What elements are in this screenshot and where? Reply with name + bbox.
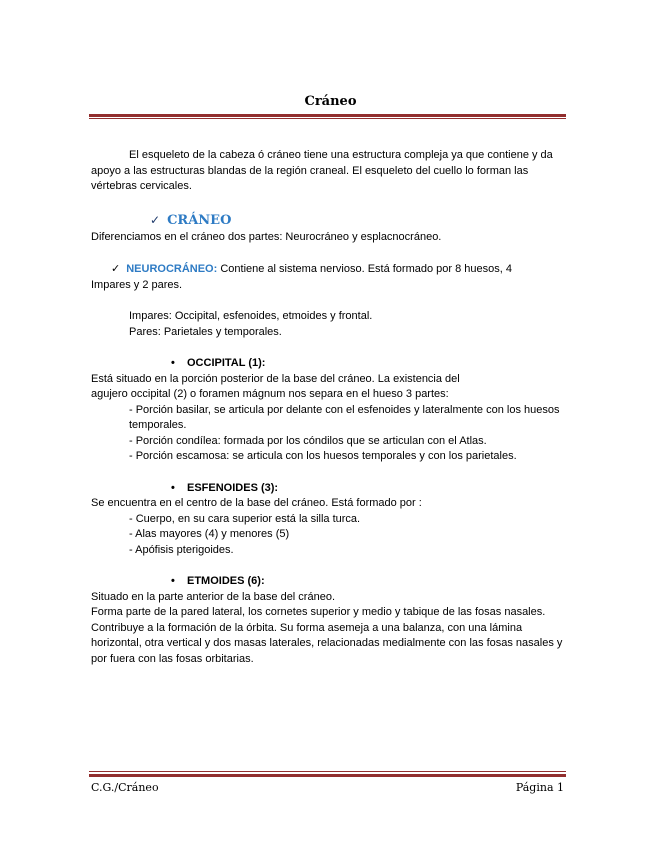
footer-rule-thin bbox=[89, 771, 566, 772]
intro-paragraph: El esqueleto de la cabeza ó cráneo tiene una estructura compleja ya que contiene y da apoyo a las estructuras blandas de la región craneal. El esqueleto del cuello lo forman las vértebras cervicales. bbox=[91, 149, 553, 192]
page-title: Cráneo bbox=[304, 94, 357, 109]
etmoides-heading: • ETMOIDES (6): bbox=[91, 574, 569, 590]
craneo-text: Diferenciamos en el cráneo dos partes: Neurocráneo y esplacnocráneo. bbox=[91, 230, 442, 243]
neurocraneo-label: NEUROCRÁNEO: bbox=[126, 263, 218, 275]
occipital-desc-1: Está situado en la porción posterior de la base del cráneo. La existencia del bbox=[91, 372, 460, 385]
list-item: - Cuerpo, en su cara superior está la silla turca. bbox=[129, 512, 361, 525]
checkmark-icon: ✓ bbox=[150, 212, 161, 227]
list-item: - Porción condílea: formada por los cóndilos que se articulan con el Atlas. bbox=[129, 434, 487, 447]
page-number: Página 1 bbox=[515, 781, 564, 794]
footer-rule-thick bbox=[89, 774, 566, 777]
list-item: - Porción escamosa: se articula con los huesos temporales y con los parietales. bbox=[129, 450, 517, 462]
footer-label: C.G./Cráneo bbox=[91, 781, 159, 794]
bullet-icon: • bbox=[171, 357, 175, 369]
document-body bbox=[91, 148, 569, 667]
header-rule-thick bbox=[89, 114, 566, 117]
bullet-icon: • bbox=[171, 481, 175, 494]
etmoides-desc-1: Situado en la parte anterior de la base del cráneo. bbox=[91, 590, 335, 603]
list-item: - Alas mayores (4) y menores (5) bbox=[129, 528, 290, 540]
list-item: - Apófisis pterigoides. bbox=[129, 543, 234, 556]
esfenoides-desc: Se encuentra en el centro de la base del cráneo. Está formado por : bbox=[91, 497, 422, 509]
pares-line: Pares: Parietales y temporales. bbox=[129, 325, 282, 338]
impares-line: Impares: Occipital, esfenoides, etmoides y frontal. bbox=[129, 310, 373, 322]
esfenoides-heading: • ESFENOIDES (3): bbox=[91, 481, 569, 497]
craneo-heading: ✓ CRÁNEO bbox=[150, 212, 232, 228]
list-item: - Porción basilar, se articula por delante con el esfenoides y lateralmente con los huesos temporales. bbox=[129, 403, 560, 431]
header-rule-thin bbox=[89, 118, 566, 119]
occipital-heading: • OCCIPITAL (1): bbox=[91, 356, 569, 372]
etmoides-desc-2: Forma parte de la pared lateral, los cornetes superior y medio y tabique de las fosas nasales. Contribuye a la formación de la órbita. Su forma asemeja a una balanza, con una lámina horizontal, otra vertical y dos masas laterales, relacionadas medialmente con las fosas nasales y por fuera con las fosas orbitarias. bbox=[91, 606, 563, 665]
bullet-icon: • bbox=[171, 575, 175, 587]
neurocraneo-paragraph: ✓ NEUROCRÁNEO: Contiene al sistema nervioso. Está formado por 8 huesos, 4 Impares y 2 pares. bbox=[91, 262, 512, 291]
checkmark-icon: ✓ bbox=[111, 262, 121, 275]
occipital-desc-2: agujero occipital (2) o foramen mágnum nos separa en el hueso 3 partes: bbox=[91, 388, 449, 400]
